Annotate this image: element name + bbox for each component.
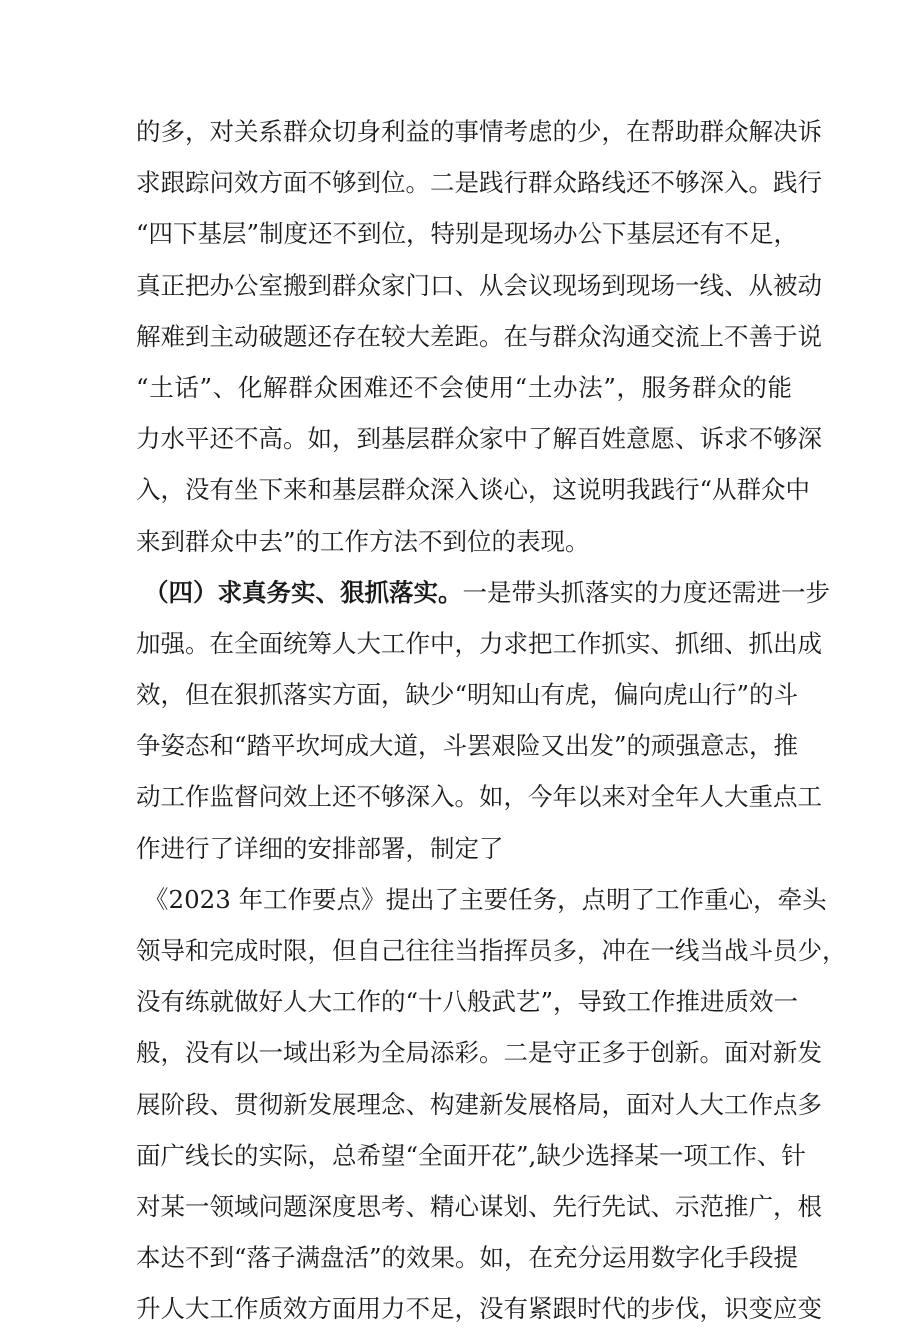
body-text bbox=[136, 106, 847, 1335]
text-line: 本达不到“落子满盘活”的效果。如，在充分运用数字化手段提 bbox=[136, 1243, 799, 1273]
text-line: 争姿态和“踏平坎坷成大道，斗罢艰险又出发”的顽强意志，推 bbox=[136, 731, 799, 761]
section-heading: （四）求真务实、狠抓落实。 bbox=[144, 577, 463, 607]
text-line: 领导和完成时限，但自己往往当指挥员多，冲在一线当战斗员少， bbox=[136, 936, 847, 965]
text-line: 《2023 年工作要点》提出了主要任务，点明了工作重心，牵头 bbox=[144, 884, 827, 914]
text-line: 力水平还不高。如，到基层群众家中了解百姓意愿、诉求不够深 bbox=[136, 424, 822, 454]
text-line: 对某一领域问题深度思考、精心谋划、先行先试、示范推广，根 bbox=[136, 1191, 822, 1221]
text-line: 面广线长的实际，总希望“全面开花”,缺少选择某一项工作、针 bbox=[136, 1140, 806, 1170]
text-line: 展阶段、贯彻新发展理念、构建新发展格局，面对人大工作点多 bbox=[136, 1089, 822, 1119]
section-line bbox=[136, 567, 830, 618]
text-line: 解难到主动破题还存在较大差距。在与群众沟通交流上不善于说 bbox=[136, 321, 822, 351]
text-line: 升人大工作质效方面用力不足，没有紧跟时代的步伐，识变应变 bbox=[136, 1294, 822, 1324]
text-line: 入，没有坐下来和基层群众深入谈心，这说明我践行“从群众中 bbox=[136, 475, 811, 505]
text-line: 来到群众中去”的工作方法不到位的表现。 bbox=[136, 526, 590, 556]
text-line: 没有练就做好人大工作的“十八般武艺”，导致工作推进质效一 bbox=[136, 987, 799, 1017]
text-line: 般，没有以一域出彩为全局添彩。二是守正多于创新。面对新发 bbox=[136, 1038, 822, 1068]
section-first-line-text: 一是带头抓落实的力度还需进一步 bbox=[462, 577, 830, 607]
text-line: 效，但在狠抓落实方面，缺少“明知山有虎，偏向虎山行”的斗 bbox=[136, 680, 799, 710]
text-line: 的多，对关系群众切身利益的事情考虑的少，在帮助群众解决诉 bbox=[136, 117, 822, 146]
text-line: 动工作监督问效上还不够深入。如，今年以来对全年人大重点工 bbox=[136, 782, 822, 812]
text-line: 求跟踪问效方面不够到位。二是践行群众路线还不够深入。践行 bbox=[136, 168, 822, 198]
text-line: 作进行了详细的安排部署，制定了 bbox=[136, 833, 504, 863]
text-line: “四下基层”制度还不到位，特别是现场办公下基层还有不足， bbox=[136, 219, 799, 249]
text-line: 真正把办公室搬到群众家门口、从会议现场到现场一线、从被动 bbox=[136, 270, 822, 300]
text-line: 加强。在全面统筹人大工作中，力求把工作抓实、抓细、抓出成 bbox=[136, 628, 822, 658]
text-line: “土话”、化解群众困难还不会使用“土办法”，服务群众的能 bbox=[136, 372, 792, 402]
